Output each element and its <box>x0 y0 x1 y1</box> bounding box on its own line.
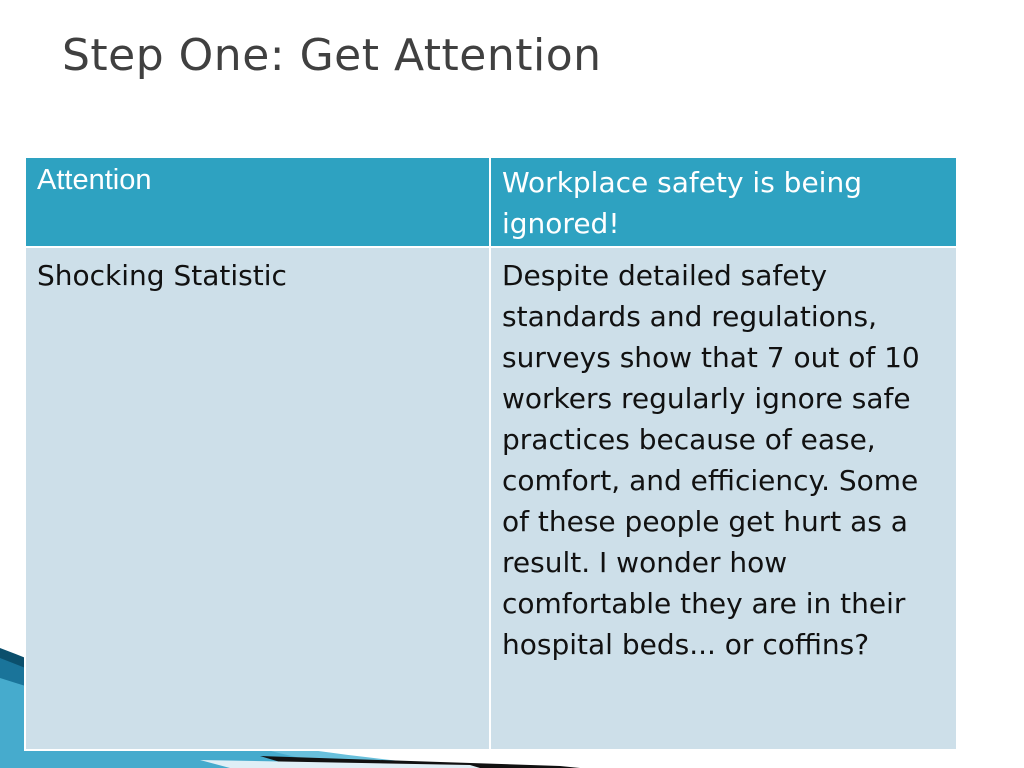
row-value-cell: Despite detailed safety standards and regulations, surveys show that 7 out of 10 workers regularly ignore safe practices because of ease, comfort, and efficiency. Some of these people get hurt as a result. I wonder how comfortable they are in their hospital beds... or coffins? <box>490 247 957 750</box>
table-row <box>25 247 957 750</box>
table-header-row <box>25 157 957 247</box>
row-label-cell: Shocking Statistic <box>25 247 490 750</box>
header-label-cell: Attention <box>25 157 490 247</box>
slide-title: Step One: Get Attention <box>62 30 602 81</box>
attention-table <box>24 156 958 751</box>
header-value-cell: Workplace safety is being ignored! <box>490 157 957 247</box>
